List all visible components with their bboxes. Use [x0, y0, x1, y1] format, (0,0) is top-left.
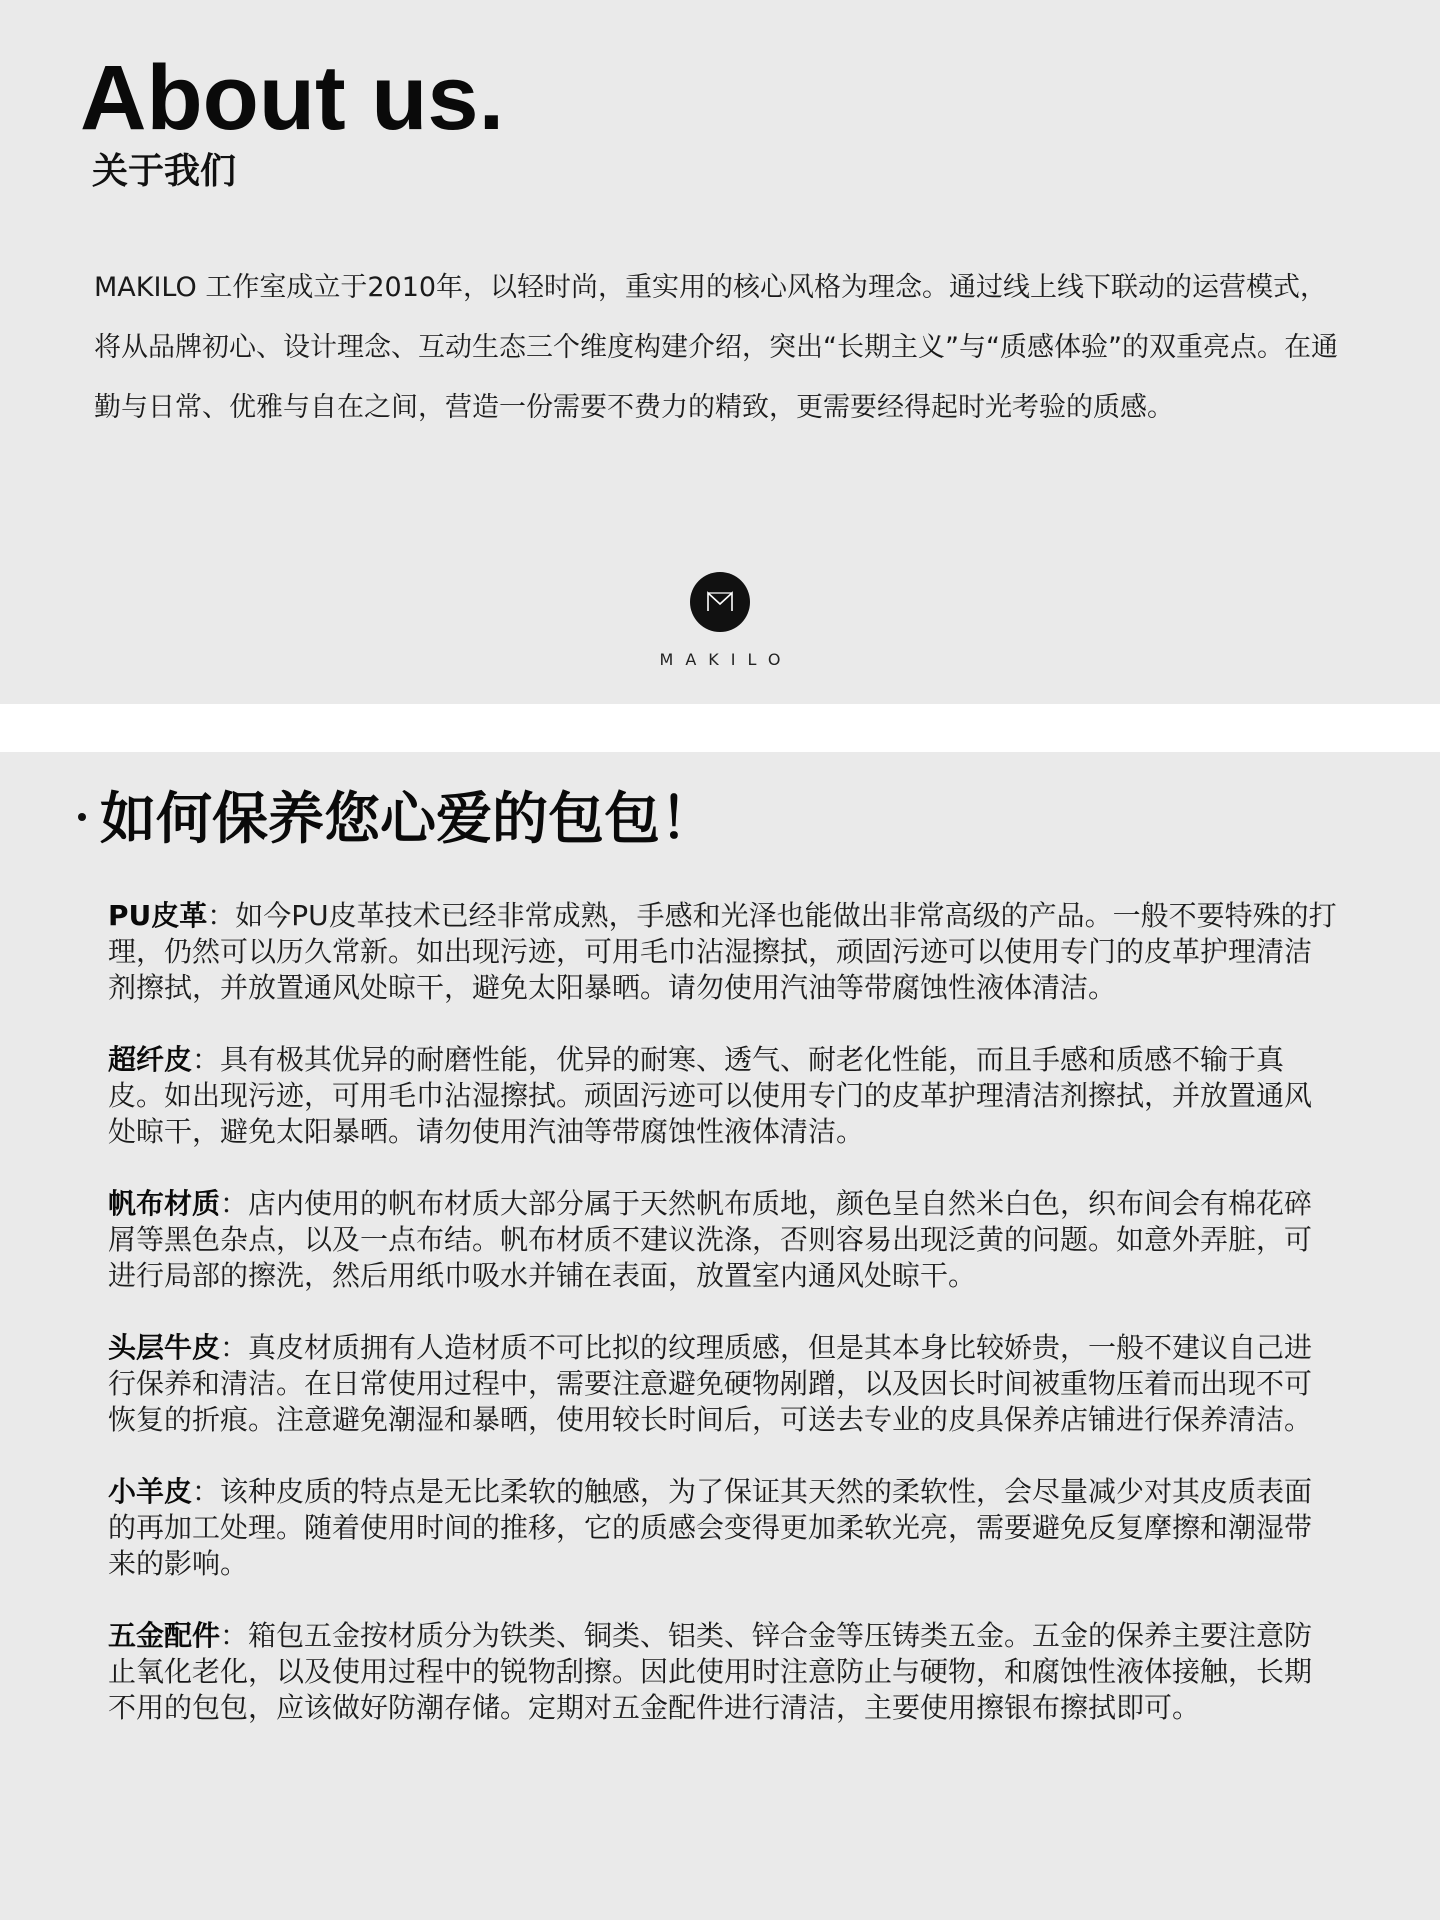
care-item-text: 该种皮质的特点是无比柔软的触感，为了保证其天然的柔软性，会尽量减少对其皮质表面的再加工处理。随着使用时间的推移，它的质感会变得更加柔软光亮，需要避免反复摩擦和潮湿带来的影响。: [108, 1475, 1313, 1580]
about-subheading: 关于我们: [92, 151, 237, 192]
makilo-m-logo-icon: [690, 572, 750, 632]
care-item-separator: ：: [207, 899, 236, 932]
care-item-term: 超纤皮: [108, 1043, 193, 1076]
care-item: [108, 1042, 1338, 1150]
care-item-term: 帆布材质: [108, 1187, 221, 1220]
care-item-separator: ：: [220, 1331, 249, 1364]
about-body: MAKILO 工作室成立于2010年，以轻时尚，重实用的核心风格为理念。通过线上线下联动的运营模式，将从品牌初心、设计理念、互动生态三个维度构建介绍，突出“长期主义”与“质感体验”的双重亮点。在通勤与日常、优雅与自在之间，营造一份需要不费力的精致，更需要经得起时光考验的质感。: [94, 272, 1338, 423]
care-item-separator: ：: [220, 1619, 249, 1652]
care-section: [0, 752, 1440, 1920]
care-item-term: 小羊皮: [108, 1475, 193, 1508]
care-item: [108, 1474, 1338, 1582]
brand-block: [620, 572, 820, 669]
about-section: [0, 0, 1440, 704]
care-item-separator: ：: [220, 1187, 249, 1220]
care-item-text: 真皮材质拥有人造材质不可比拟的纹理质感，但是其本身比较娇贵，一般不建议自己进行保养和清洁。在日常使用过程中，需要注意避免硬物剐蹭，以及因长时间被重物压着而出现不可恢复的折痕。注意避免潮湿和暴晒，使用较长时间后，可送去专业的皮具保养店铺进行保养清洁。: [108, 1331, 1313, 1436]
bullet-dot-icon: [78, 813, 86, 821]
care-item-term: 五金配件: [108, 1619, 221, 1652]
care-item-term: PU皮革: [108, 899, 208, 932]
about-heading: About us.: [80, 47, 505, 149]
care-list: [108, 898, 1338, 1762]
brand-name: MAKILO: [659, 650, 793, 669]
care-item-text: 店内使用的帆布材质大部分属于天然帆布质地，颜色呈自然米白色，织布间会有棉花碎屑等黑色杂点，以及一点布结。帆布材质不建议洗涤，否则容易出现泛黄的问题。如意外弄脏，可进行局部的擦洗，然后用纸巾吸水并铺在表面，放置室内通风处晾干。: [108, 1187, 1313, 1292]
care-item-text: 箱包五金按材质分为铁类、铜类、铝类、锌合金等压铸类五金。五金的保养主要注意防止氧化老化，以及使用过程中的锐物刮擦。因此使用时注意防止与硬物，和腐蚀性液体接触，长期不用的包包，应该做好防潮存储。定期对五金配件进行清洁，主要使用擦银布擦拭即可。: [108, 1619, 1313, 1724]
care-item-text: 如今PU皮革技术已经非常成熟，手感和光泽也能做出非常高级的产品。一般不要特殊的打理，仍然可以历久常新。如出现污迹，可用毛巾沾湿擦拭，顽固污迹可以使用专门的皮革护理清洁剂擦拭，并放置通风处晾干，避免太阳暴晒。请勿使用汽油等带腐蚀性液体清洁。: [108, 899, 1337, 1004]
care-item-separator: ：: [192, 1043, 221, 1076]
care-heading-text: 如何保养您心爱的包包！: [100, 787, 716, 852]
care-item-term: 头层牛皮: [108, 1331, 221, 1364]
care-item-text: 具有极其优异的耐磨性能，优异的耐寒、透气、耐老化性能，而且手感和质感不输于真皮。如出现污迹，可用毛巾沾湿擦拭。顽固污迹可以使用专门的皮革护理清洁剂擦拭，并放置通风处晾干，避免太阳暴晒。请勿使用汽油等带腐蚀性液体清洁。: [108, 1043, 1313, 1148]
care-item: [108, 1618, 1338, 1726]
care-item: [108, 1330, 1338, 1438]
care-item: [108, 898, 1338, 1006]
care-heading: [78, 787, 716, 852]
care-item: [108, 1186, 1338, 1294]
care-item-separator: ：: [192, 1475, 221, 1508]
